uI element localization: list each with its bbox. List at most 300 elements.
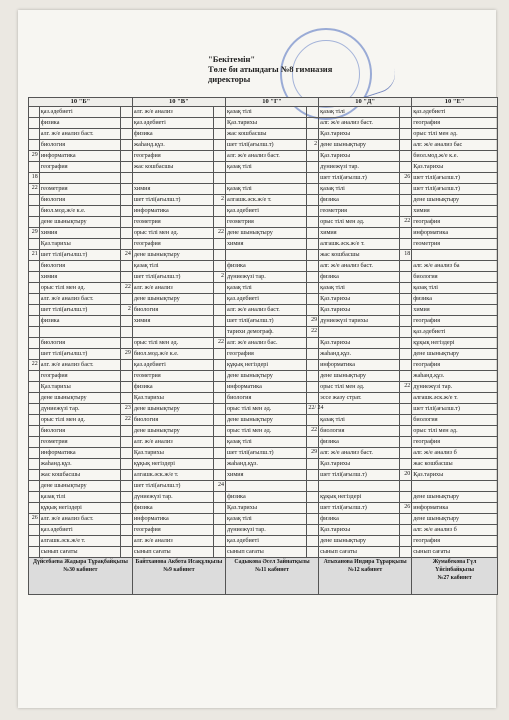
- subject-cell: дене шынықтыру: [225, 415, 306, 426]
- room-cell: [400, 525, 412, 536]
- subject-cell: жаһанд.құз.: [319, 349, 400, 360]
- subject-cell: шет тілі(ағылш.т): [39, 305, 120, 316]
- subject-cell: алгашк.әск.ж/е т.: [319, 239, 400, 250]
- subject-cell: қазақ тілі: [225, 283, 306, 294]
- subject-cell: биология: [132, 305, 213, 316]
- room-cell: [121, 129, 133, 140]
- subject-cell: химия: [39, 228, 120, 239]
- subject-cell: Қаз.тарихы: [319, 294, 400, 305]
- room-cell: [307, 437, 319, 448]
- room-cell: [214, 470, 226, 481]
- subject-cell: жаһанд.құз.: [132, 140, 213, 151]
- subject-cell: орыс тілі мен әд.: [132, 338, 213, 349]
- subject-cell: [319, 404, 400, 415]
- subject-cell: қазақ тілі: [319, 415, 400, 426]
- subject-cell: тарихи демограф.: [225, 327, 306, 338]
- room-cell: [121, 184, 133, 195]
- subject-cell: қазақ тілі: [412, 283, 498, 294]
- subject-cell: география: [39, 162, 120, 173]
- room-cell: [121, 206, 133, 217]
- room-cell: [214, 514, 226, 525]
- subject-cell: дене шынықтыру: [132, 294, 213, 305]
- timetable-row: [29, 140, 498, 151]
- timetable-row: [29, 525, 498, 536]
- room-cell: 24: [121, 250, 133, 261]
- room-cell: [400, 129, 412, 140]
- room-cell: [307, 382, 319, 393]
- subject-cell: Қаз.тарихы: [319, 305, 400, 316]
- room-cell: [121, 140, 133, 151]
- room-cell: [307, 118, 319, 129]
- subject-cell: информатика: [132, 514, 213, 525]
- timetable-row: [29, 459, 498, 470]
- subject-cell: химия: [225, 470, 306, 481]
- subject-cell: қаз.әдебиеті: [225, 206, 306, 217]
- subject-cell: құқық негіздері: [225, 360, 306, 371]
- subject-cell: география: [412, 217, 498, 228]
- subject-cell: дене шынықтыру: [132, 426, 213, 437]
- room-cell: [121, 327, 133, 338]
- subject-cell: Қаз.тарихы: [319, 151, 400, 162]
- subject-cell: алг. ж/е анализ баст.: [225, 305, 306, 316]
- room-cell: [121, 492, 133, 503]
- subject-cell: шет тілі(ағылш.т): [132, 481, 213, 492]
- room-cell: [307, 250, 319, 261]
- room-cell: [121, 393, 133, 404]
- room-cell: 22: [400, 217, 412, 228]
- timetable-row: [29, 107, 498, 118]
- room-cell: [307, 338, 319, 349]
- row-marker: [29, 349, 40, 360]
- subject-cell: геометрия: [39, 437, 120, 448]
- room-cell: [214, 459, 226, 470]
- room-cell: [214, 107, 226, 118]
- subject-cell: геометрия: [132, 371, 213, 382]
- room-cell: [307, 228, 319, 239]
- timetable-row: [29, 470, 498, 481]
- subject-cell: алгашк.әск.ж/е т.: [132, 470, 213, 481]
- subject-cell: география: [412, 360, 498, 371]
- room-cell: [400, 140, 412, 151]
- room-cell: 22: [121, 415, 133, 426]
- subject-cell: физика: [319, 437, 400, 448]
- row-marker: 29: [29, 151, 40, 162]
- subject-cell: физика: [319, 272, 400, 283]
- room-number: №12 кабинет: [348, 567, 383, 573]
- room-cell: [400, 195, 412, 206]
- row-marker: 29: [29, 228, 40, 239]
- timetable-row: [29, 151, 498, 162]
- room-cell: [307, 173, 319, 184]
- subject-cell: шет тілі(ағылш.т): [319, 470, 400, 481]
- subject-cell: құқық негіздері: [132, 459, 213, 470]
- subject-cell: биология: [412, 272, 498, 283]
- room-cell: [121, 195, 133, 206]
- room-cell: [307, 393, 319, 404]
- row-marker: [29, 217, 40, 228]
- room-cell: 22: [121, 283, 133, 294]
- timetable-row: [29, 437, 498, 448]
- subject-cell: сынып сағаты: [225, 547, 306, 558]
- room-cell: [307, 261, 319, 272]
- subject-cell: қаз.әдебиеті: [412, 107, 498, 118]
- subject-cell: геометрия: [132, 217, 213, 228]
- subject-cell: эссе жазу страт.: [319, 393, 400, 404]
- timetable-table: [28, 97, 498, 595]
- room-number: №11 кабинет: [255, 567, 289, 573]
- room-cell: [214, 349, 226, 360]
- teacher-name: Жумабекова Гүл Үйсінбайқызы: [432, 559, 477, 573]
- room-cell: [307, 415, 319, 426]
- room-cell: [307, 184, 319, 195]
- room-cell: [214, 316, 226, 327]
- room-cell: [307, 536, 319, 547]
- room-cell: [400, 492, 412, 503]
- room-cell: [307, 470, 319, 481]
- room-cell: 29: [307, 316, 319, 327]
- subject-cell: химия: [132, 316, 213, 327]
- timetable-row: [29, 426, 498, 437]
- subject-cell: қазақ тілі: [319, 107, 400, 118]
- room-cell: [121, 338, 133, 349]
- class-header: 10 "Д": [319, 98, 412, 107]
- subject-cell: алг. ж/е анализ баст.: [39, 294, 120, 305]
- subject-cell: Қаз.тарихы: [412, 162, 498, 173]
- room-cell: [307, 272, 319, 283]
- subject-cell: [225, 250, 306, 261]
- room-cell: [400, 547, 412, 558]
- subject-cell: орыс тілі мен әд.: [39, 415, 120, 426]
- room-cell: [400, 294, 412, 305]
- subject-cell: география: [225, 349, 306, 360]
- subject-cell: жас кошбасшы: [225, 129, 306, 140]
- subject-cell: химия: [132, 184, 213, 195]
- timetable-row: [29, 250, 498, 261]
- subject-cell: [132, 327, 213, 338]
- room-cell: [307, 151, 319, 162]
- room-cell: [214, 547, 226, 558]
- subject-cell: шет тілі(ағылш.т): [225, 140, 306, 151]
- subject-cell: биология: [225, 393, 306, 404]
- subject-cell: шет тілі(ағылш.т): [132, 195, 213, 206]
- room-cell: [121, 525, 133, 536]
- subject-cell: қаз.әдебиеті: [225, 294, 306, 305]
- class-header: 10 "Е": [412, 98, 498, 107]
- row-marker: 22: [29, 184, 40, 195]
- subject-cell: физика: [39, 316, 120, 327]
- room-cell: [307, 371, 319, 382]
- subject-cell: химия: [39, 272, 120, 283]
- subject-cell: алг. ж/е анализ баст.: [39, 129, 120, 140]
- subject-cell: геометрия: [39, 184, 120, 195]
- subject-cell: биология: [39, 261, 120, 272]
- room-cell: 23: [121, 404, 133, 415]
- room-cell: [400, 393, 412, 404]
- subject-cell: Қаз.тарихы: [225, 503, 306, 514]
- row-marker: [29, 327, 40, 338]
- subject-cell: сынып сағаты: [132, 547, 213, 558]
- subject-cell: биология: [39, 426, 120, 437]
- timetable-row: [29, 349, 498, 360]
- subject-cell: алг. ж/е анализ баст.: [39, 360, 120, 371]
- timetable-row: [29, 217, 498, 228]
- room-cell: [307, 294, 319, 305]
- subject-cell: сынып сағаты: [319, 547, 400, 558]
- subject-cell: физика: [225, 261, 306, 272]
- timetable-row: [29, 283, 498, 294]
- subject-cell: дүниежүзі тарихы: [319, 316, 400, 327]
- subject-cell: жаһанд.құз.: [39, 459, 120, 470]
- row-marker: [29, 536, 40, 547]
- subject-cell: биология: [319, 426, 400, 437]
- timetable-row: [29, 404, 498, 415]
- room-cell: [214, 118, 226, 129]
- room-cell: [307, 492, 319, 503]
- subject-cell: физика: [39, 118, 120, 129]
- row-marker: [29, 470, 40, 481]
- room-cell: [214, 239, 226, 250]
- subject-cell: Қаз.тарихы: [412, 470, 498, 481]
- room-cell: 29: [121, 349, 133, 360]
- subject-cell: қаз.әдебиеті: [412, 327, 498, 338]
- teacher-cell: [412, 558, 498, 595]
- room-cell: [121, 536, 133, 547]
- subject-cell: дүниежүзі тар.: [225, 525, 306, 536]
- subject-cell: география: [412, 316, 498, 327]
- room-cell: [121, 272, 133, 283]
- room-cell: [400, 338, 412, 349]
- room-cell: [400, 371, 412, 382]
- subject-cell: қазақ тілі: [225, 514, 306, 525]
- subject-cell: жас кошбасшы: [319, 250, 400, 261]
- subject-cell: [225, 481, 306, 492]
- subject-cell: география: [132, 239, 213, 250]
- subject-cell: орыс тілі мен әд.: [225, 426, 306, 437]
- timetable-row: [29, 415, 498, 426]
- subject-cell: алг. ж/е анализ бас.: [225, 338, 306, 349]
- subject-cell: шет тілі(ағылш.т): [319, 503, 400, 514]
- timetable-sheet: [18, 10, 496, 708]
- subject-cell: орыс тілі мен әд.: [319, 382, 400, 393]
- room-cell: [400, 437, 412, 448]
- room-cell: [214, 305, 226, 316]
- subject-cell: алгашк.әск.ж/е т.: [39, 536, 120, 547]
- room-cell: [214, 217, 226, 228]
- subject-cell: қаз.әдебиеті: [132, 360, 213, 371]
- room-cell: [214, 360, 226, 371]
- subject-cell: шет тілі(ағылш.т): [319, 173, 400, 184]
- subject-cell: физика: [132, 503, 213, 514]
- timetable-row: [29, 162, 498, 173]
- timetable-row: [29, 371, 498, 382]
- timetable-row: [29, 481, 498, 492]
- subject-cell: Қаз.тарихы: [39, 382, 120, 393]
- subject-cell: дене шынықтыру: [39, 481, 120, 492]
- timetable-row: [29, 503, 498, 514]
- room-cell: [214, 173, 226, 184]
- subject-cell: жас кошбасшы: [412, 459, 498, 470]
- subject-cell: химия: [319, 228, 400, 239]
- subject-cell: [132, 173, 213, 184]
- row-marker: [29, 294, 40, 305]
- subject-cell: дене шынықтыру: [39, 393, 120, 404]
- row-marker: [29, 239, 40, 250]
- row-marker: [29, 393, 40, 404]
- room-cell: [307, 514, 319, 525]
- room-cell: [121, 228, 133, 239]
- subject-cell: география: [39, 371, 120, 382]
- room-cell: [214, 393, 226, 404]
- room-cell: [307, 206, 319, 217]
- row-marker: [29, 503, 40, 514]
- subject-cell: орыс тілі мен әд.: [319, 217, 400, 228]
- subject-cell: химия: [412, 305, 498, 316]
- subject-cell: алгашк.әск.ж/е т.: [412, 393, 498, 404]
- room-cell: [214, 129, 226, 140]
- room-cell: [214, 294, 226, 305]
- room-cell: [307, 239, 319, 250]
- teacher-cell: [29, 558, 133, 595]
- room-cell: [214, 184, 226, 195]
- subject-cell: Қаз.тарихы: [319, 525, 400, 536]
- subject-cell: биология: [412, 415, 498, 426]
- row-marker: [29, 547, 40, 558]
- room-cell: [214, 525, 226, 536]
- row-marker: [29, 272, 40, 283]
- subject-cell: шет тілі(ағылш.т): [225, 448, 306, 459]
- subject-cell: Қаз.тарихы: [319, 338, 400, 349]
- subject-cell: геометрия: [412, 239, 498, 250]
- subject-cell: орыс тілі мен әд.: [132, 228, 213, 239]
- room-cell: [121, 239, 133, 250]
- room-cell: [400, 305, 412, 316]
- row-marker: [29, 437, 40, 448]
- subject-cell: қазақ тілі: [319, 283, 400, 294]
- row-marker: [29, 338, 40, 349]
- room-cell: [214, 492, 226, 503]
- room-cell: [121, 426, 133, 437]
- teachers-row: [29, 558, 498, 595]
- subject-cell: дене шынықтыру: [412, 349, 498, 360]
- timetable-row: [29, 448, 498, 459]
- timetable-row: [29, 382, 498, 393]
- room-cell: [307, 547, 319, 558]
- row-marker: [29, 206, 40, 217]
- room-cell: [400, 107, 412, 118]
- room-cell: [121, 118, 133, 129]
- row-marker: [29, 140, 40, 151]
- subject-cell: информатика: [39, 151, 120, 162]
- subject-cell: алг. ж/е анализ баст.: [39, 514, 120, 525]
- room-cell: 29: [307, 448, 319, 459]
- subject-cell: жас кошбасшы: [132, 162, 213, 173]
- room-cell: [214, 448, 226, 459]
- room-cell: [400, 118, 412, 129]
- room-cell: [400, 481, 412, 492]
- room-cell: [307, 459, 319, 470]
- class-header-row: [29, 98, 498, 107]
- subject-cell: қаз.әдебиеті: [39, 107, 120, 118]
- timetable-row: [29, 547, 498, 558]
- teacher-cell: [319, 558, 412, 595]
- room-cell: [214, 382, 226, 393]
- approval-line-3: директоры: [208, 74, 251, 84]
- timetable-row: [29, 492, 498, 503]
- room-cell: [214, 162, 226, 173]
- room-cell: [400, 283, 412, 294]
- subject-cell: информатика: [412, 228, 498, 239]
- subject-cell: [412, 481, 498, 492]
- room-number: №9 кабинет: [163, 567, 195, 573]
- subject-cell: орыс тілі мен әд.: [39, 283, 120, 294]
- timetable-row: [29, 173, 498, 184]
- timetable-row: [29, 195, 498, 206]
- approval-line-2: Төле би атындағы №8 гимназия: [208, 64, 333, 74]
- subject-cell: биология: [39, 140, 120, 151]
- room-cell: [400, 404, 412, 415]
- subject-cell: шет тілі(ағылш.т): [132, 272, 213, 283]
- room-cell: [121, 382, 133, 393]
- row-marker: [29, 448, 40, 459]
- subject-cell: информатика: [132, 206, 213, 217]
- room-cell: [214, 206, 226, 217]
- timetable-row: [29, 272, 498, 283]
- room-cell: 22: [307, 426, 319, 437]
- room-cell: 2: [214, 195, 226, 206]
- teacher-name: Атыханова Индира Тұрарқызы: [323, 559, 407, 565]
- room-cell: [121, 107, 133, 118]
- subject-cell: алг. ж/е анализ ба: [412, 261, 498, 272]
- room-cell: [307, 107, 319, 118]
- subject-cell: алг. ж/е анализ баст.: [319, 261, 400, 272]
- class-header: 10 "Г": [225, 98, 318, 107]
- room-cell: 20: [400, 470, 412, 481]
- timetable-row: [29, 514, 498, 525]
- room-cell: [307, 349, 319, 360]
- room-cell: [121, 437, 133, 448]
- subject-cell: дене шынықтыру: [225, 228, 306, 239]
- room-cell: 2: [307, 140, 319, 151]
- row-marker: [29, 316, 40, 327]
- subject-cell: қаз.әдебиеті: [132, 118, 213, 129]
- row-marker: [29, 118, 40, 129]
- subject-cell: геометрия: [225, 217, 306, 228]
- subject-cell: дүниежүзі тар.: [412, 382, 498, 393]
- class-header: 10 "В": [132, 98, 225, 107]
- subject-cell: құқық негіздері: [39, 503, 120, 514]
- teacher-name: Дүйсебаева Жадыра Тұрақбайқызы: [32, 559, 128, 565]
- timetable-row: [29, 206, 498, 217]
- room-cell: 22/ 24: [307, 404, 319, 415]
- subject-cell: алг. ж/е анализ: [132, 437, 213, 448]
- room-cell: [400, 448, 412, 459]
- subject-cell: дүниежүзі тар.: [319, 162, 400, 173]
- subject-cell: химия: [225, 239, 306, 250]
- subject-cell: қазақ тілі: [225, 437, 306, 448]
- row-marker: [29, 426, 40, 437]
- timetable-body: [29, 107, 498, 558]
- subject-cell: дене шынықтыру: [412, 514, 498, 525]
- subject-cell: [39, 327, 120, 338]
- room-cell: [121, 481, 133, 492]
- subject-cell: дене шынықтыру: [319, 140, 400, 151]
- room-cell: [121, 360, 133, 371]
- teacher-name: Байтханова Акбота Исақұлқызы: [135, 559, 223, 565]
- room-cell: [214, 415, 226, 426]
- subject-cell: дене шынықтыру: [412, 195, 498, 206]
- subject-cell: информатика: [39, 448, 120, 459]
- subject-cell: алг. ж/е анализ баст.: [319, 448, 400, 459]
